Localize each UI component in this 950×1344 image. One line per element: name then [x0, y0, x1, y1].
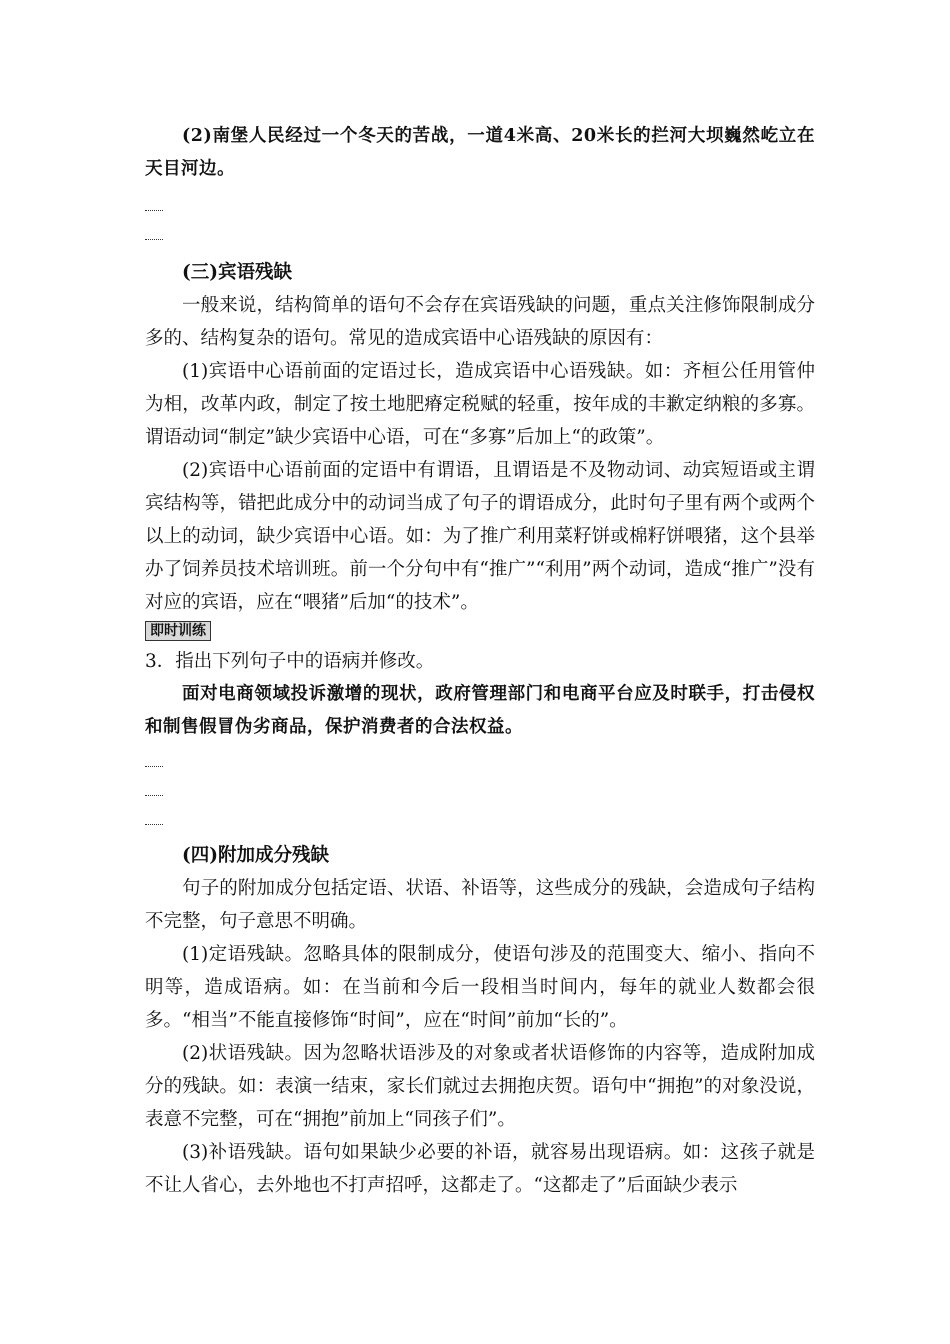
example-sentence-2: (2)南堡人民经过一个冬天的苦战，一道4米高、20米长的拦河大坝巍然屹立在天目河边。 — [145, 126, 815, 179]
section4-item-1: (1)定语残缺。忽略具体的限制成分，使语句涉及的范围变大、缩小、指向不明等，造成语病。如：在当前和今后一段相当时间内，每年的就业人数都会很多。“相当”不能直接修饰“时间”，应在“时间”前加“长的”。 — [145, 944, 815, 1031]
section3-item-2: (2)宾语中心语前面的定语中有谓语，且谓语是不及物动词、动宾短语或主谓宾结构等，错把此成分中的动词当成了句子的谓语成分，此时句子里有两个或两个以上的动词，缺少宾语中心语。如：为了推广利用菜籽饼或棉籽饼喂猪，这个县举办了饲养员技术培训班。前一个分句中有“推广”“利用”两个动词，造成“推广”没有对应的宾语，应在“喂猪”后加“的技术”。 — [145, 460, 815, 613]
practice-sentence: 面对电商领域投诉激增的现状，政府管理部门和电商平台应及时联手，打击侵权和制售假冒伪劣商品，保护消费者的合法权益。 — [145, 684, 815, 737]
section4-item-3: (3)补语残缺。语句如果缺少必要的补语，就容易出现语病。如：这孩子就是不让人省心，去外地也不打声招呼，这都走了。“这都走了”后面缺少表示 — [145, 1142, 815, 1196]
section4-item-2: (2)状语残缺。因为忽略状语涉及的对象或者状语修饰的内容等，造成附加成分的残缺。如：表演一结束，家长们就过去拥抱庆贺。语句中“拥抱”的对象没说，表意不完整，可在“拥抱”前加上“同孩子们”。 — [145, 1043, 815, 1130]
document-page — [145, 120, 815, 1202]
section3-intro: 一般来说，结构简单的语句不会存在宾语残缺的问题，重点关注修饰限制成分多的、结构复杂的语句。常见的造成宾语中心语残缺的原因有： — [145, 295, 815, 349]
practice-question: 3．指出下列句子中的语病并修改。 — [145, 651, 435, 672]
practice-tag: 即时训练 — [145, 621, 211, 641]
section-title-modifier-missing: (四)附加成分残缺 — [182, 845, 330, 866]
section4-intro: 句子的附加成分包括定语、状语、补语等，这些成分的残缺，会造成句子结构不完整，句子意思不明确。 — [145, 878, 815, 932]
section-title-object-missing: (三)宾语残缺 — [182, 262, 293, 283]
section3-item-1: (1)宾语中心语前面的定语过长，造成宾语中心语残缺。如：齐桓公任用管仲为相，改革内政，制定了按土地肥瘠定税赋的轻重，按年成的丰歉定纳粮的多寡。谓语动词“制定”缺少宾语中心语，可在“多寡”后加上“的政策”。 — [145, 361, 815, 448]
